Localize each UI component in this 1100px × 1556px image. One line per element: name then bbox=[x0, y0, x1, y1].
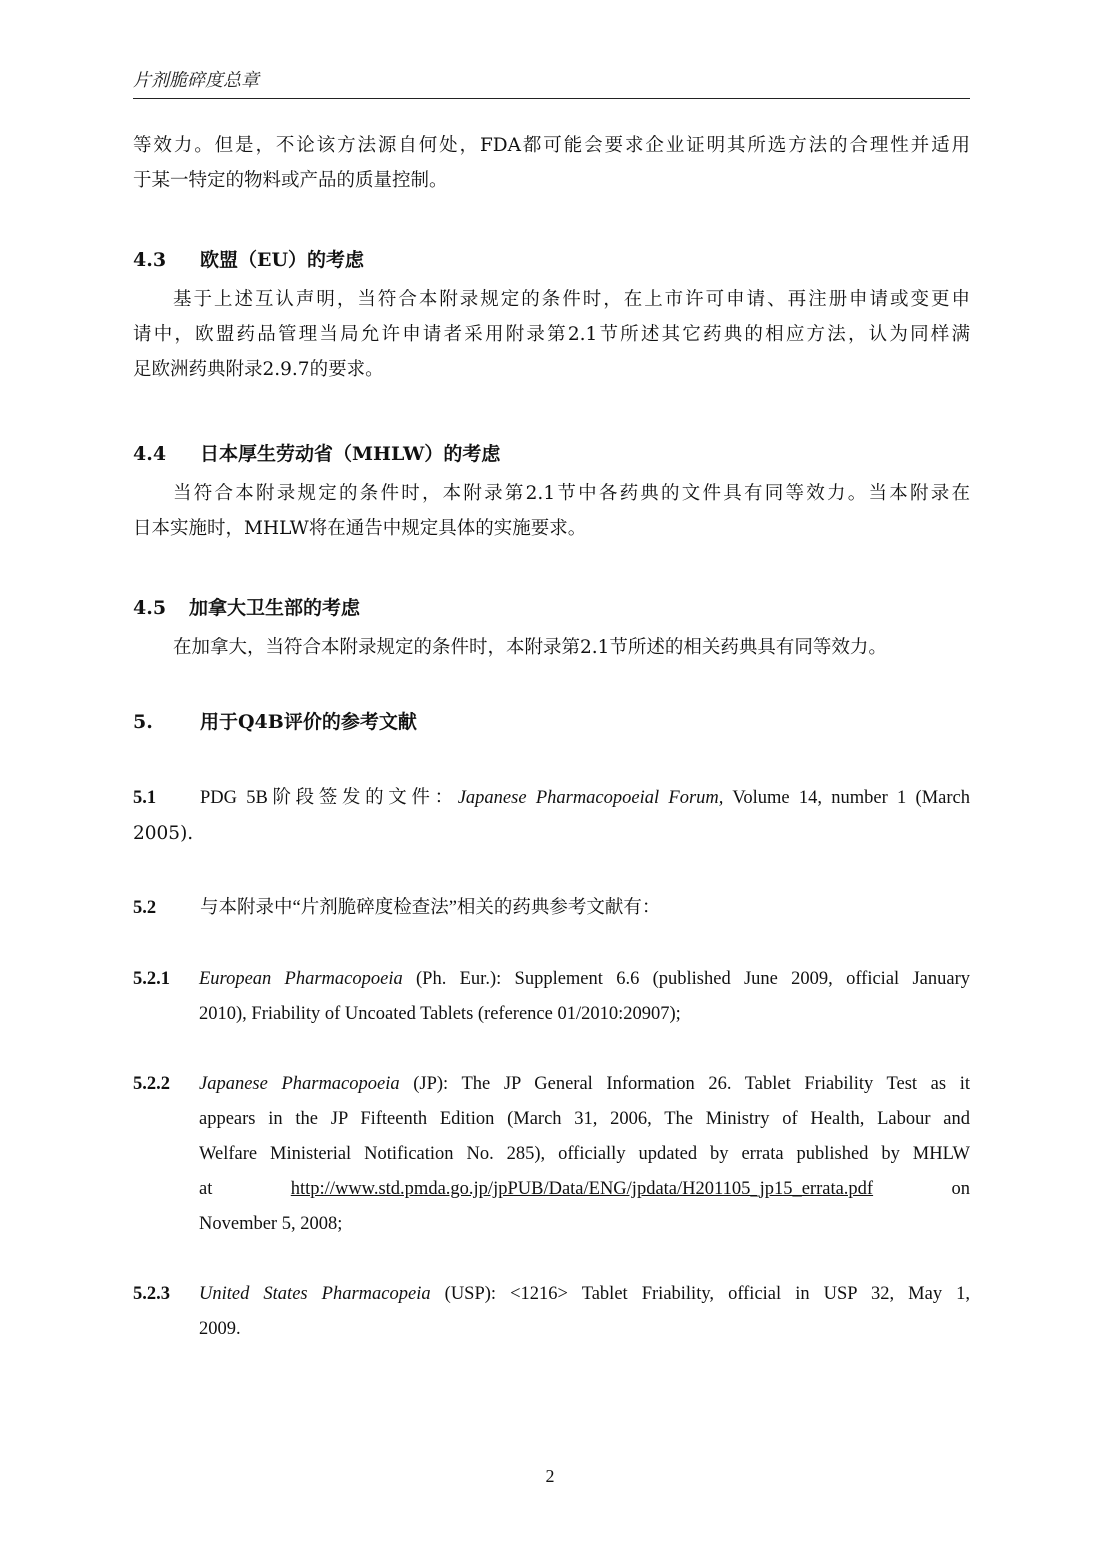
s43-line-2: 请中，欧盟药品管理当局允许申请者采用附录第2.1节所述其它药典的相应方法，认为同样满 bbox=[133, 324, 970, 345]
s523-source: United States Pharmacopeia bbox=[199, 1284, 431, 1304]
section-4-4-paragraph bbox=[133, 476, 970, 546]
section-4-4-heading bbox=[133, 440, 970, 468]
s521-rest: (Ph. Eur.): Supplement 6.6 (published June 2009, official January bbox=[402, 969, 970, 989]
section-4-3-heading bbox=[133, 246, 970, 274]
reference-body bbox=[200, 781, 970, 816]
s522-rest: (JP): The JP General Information 26. Tablet Friability Test as it bbox=[399, 1074, 970, 1094]
reference-5-2 bbox=[133, 891, 970, 926]
s51-prefix: PDG 5B阶段签发的文件： bbox=[200, 788, 458, 808]
reference-body bbox=[199, 962, 970, 1032]
page-header bbox=[133, 64, 970, 99]
reference-5-1 bbox=[133, 781, 970, 851]
s522-source: Japanese Pharmacopoeia bbox=[199, 1074, 400, 1094]
intro-paragraph bbox=[133, 128, 970, 198]
s51-line-2: 2005). bbox=[133, 823, 194, 844]
reference-5-2-2 bbox=[133, 1067, 970, 1242]
reference-number: 5.1 bbox=[133, 788, 157, 808]
section-number: 4.3 bbox=[133, 249, 167, 271]
s522-line-4 bbox=[199, 1172, 970, 1207]
s522-line-5: November 5, 2008; bbox=[199, 1214, 343, 1234]
s51-rest: Volume 14, number 1 (March bbox=[723, 788, 970, 808]
s522-line-2: appears in the JP Fifteenth Edition (March 31, 2006, The Ministry of Health, Labour and bbox=[199, 1109, 970, 1129]
reference-number: 5.2.3 bbox=[133, 1284, 170, 1304]
section-title: 加拿大卫生部的考虑 bbox=[189, 597, 361, 619]
reference-number: 5.2.2 bbox=[133, 1074, 170, 1094]
section-4-5-heading bbox=[133, 594, 970, 622]
errata-link[interactable]: http://www.std.pmda.go.jp/jpPUB/Data/ENG/jpdata/H201105_jp15_errata.pdf bbox=[290, 1179, 874, 1199]
reference-body bbox=[199, 1277, 970, 1347]
s522-at: at bbox=[199, 1179, 213, 1199]
section-number: 5. bbox=[133, 711, 153, 733]
intro-line-2: 于某一特定的物料或产品的质量控制。 bbox=[133, 170, 448, 191]
s521-line-2: 2010), Friability of Uncoated Tablets (reference 01/2010:20907); bbox=[199, 1004, 681, 1024]
section-number: 4.5 bbox=[133, 597, 167, 619]
section-5-heading bbox=[133, 708, 970, 736]
s43-line-3: 足欧洲药典附录2.9.7的要求。 bbox=[133, 359, 384, 380]
s522-line-1 bbox=[199, 1067, 970, 1102]
reference-5-2-1 bbox=[133, 962, 970, 1032]
intro-line-1: 等效力。但是，不论该方法源自何处，FDA都可能会要求企业证明其所选方法的合理性并适用 bbox=[133, 135, 970, 156]
section-4-5-paragraph bbox=[133, 630, 970, 665]
s45-line-1: 在加拿大，当符合本附录规定的条件时，本附录第2.1节所述的相关药典具有同等效力。 bbox=[173, 637, 887, 658]
s523-line-2: 2009. bbox=[199, 1319, 241, 1339]
s44-line-2: 日本实施时，MHLW将在通告中规定具体的实施要求。 bbox=[133, 518, 587, 539]
reference-5-2-3 bbox=[133, 1277, 970, 1347]
section-number: 4.4 bbox=[133, 443, 167, 465]
reference-body bbox=[199, 1067, 970, 1242]
s522-line-3: Welfare Ministerial Notification No. 285), officially updated by errata published by MHLW bbox=[199, 1144, 970, 1164]
s52-text: 与本附录中“片剂脆碎度检查法”相关的药典参考文献有： bbox=[200, 898, 661, 918]
section-title: 用于Q4B评价的参考文献 bbox=[200, 711, 417, 733]
s522-on: on bbox=[951, 1179, 970, 1199]
running-header-title: 片剂脆碎度总章 bbox=[133, 70, 259, 91]
section-title: 欧盟（EU）的考虑 bbox=[200, 249, 365, 271]
s521-line-1 bbox=[199, 962, 970, 997]
s51-line-1 bbox=[200, 781, 970, 816]
reference-number: 5.2 bbox=[133, 898, 157, 918]
reference-number: 5.2.1 bbox=[133, 969, 170, 989]
s521-source: European Pharmacopoeia bbox=[199, 969, 403, 989]
s44-line-1: 当符合本附录规定的条件时，本附录第2.1节中各药典的文件具有同等效力。当本附录在 bbox=[173, 483, 970, 504]
s523-line-1 bbox=[199, 1277, 970, 1312]
s51-journal: Japanese Pharmacopoeial Forum, bbox=[457, 788, 724, 808]
section-4-3-paragraph bbox=[133, 282, 970, 387]
s523-rest: (USP): <1216> Tablet Friability, official in USP 32, May 1, bbox=[430, 1284, 970, 1304]
s43-line-1: 基于上述互认声明，当符合本附录规定的条件时，在上市许可申请、再注册申请或变更申 bbox=[173, 289, 970, 310]
page-number: 2 bbox=[545, 1466, 555, 1486]
section-title: 日本厚生劳动省（MHLW）的考虑 bbox=[200, 443, 501, 465]
